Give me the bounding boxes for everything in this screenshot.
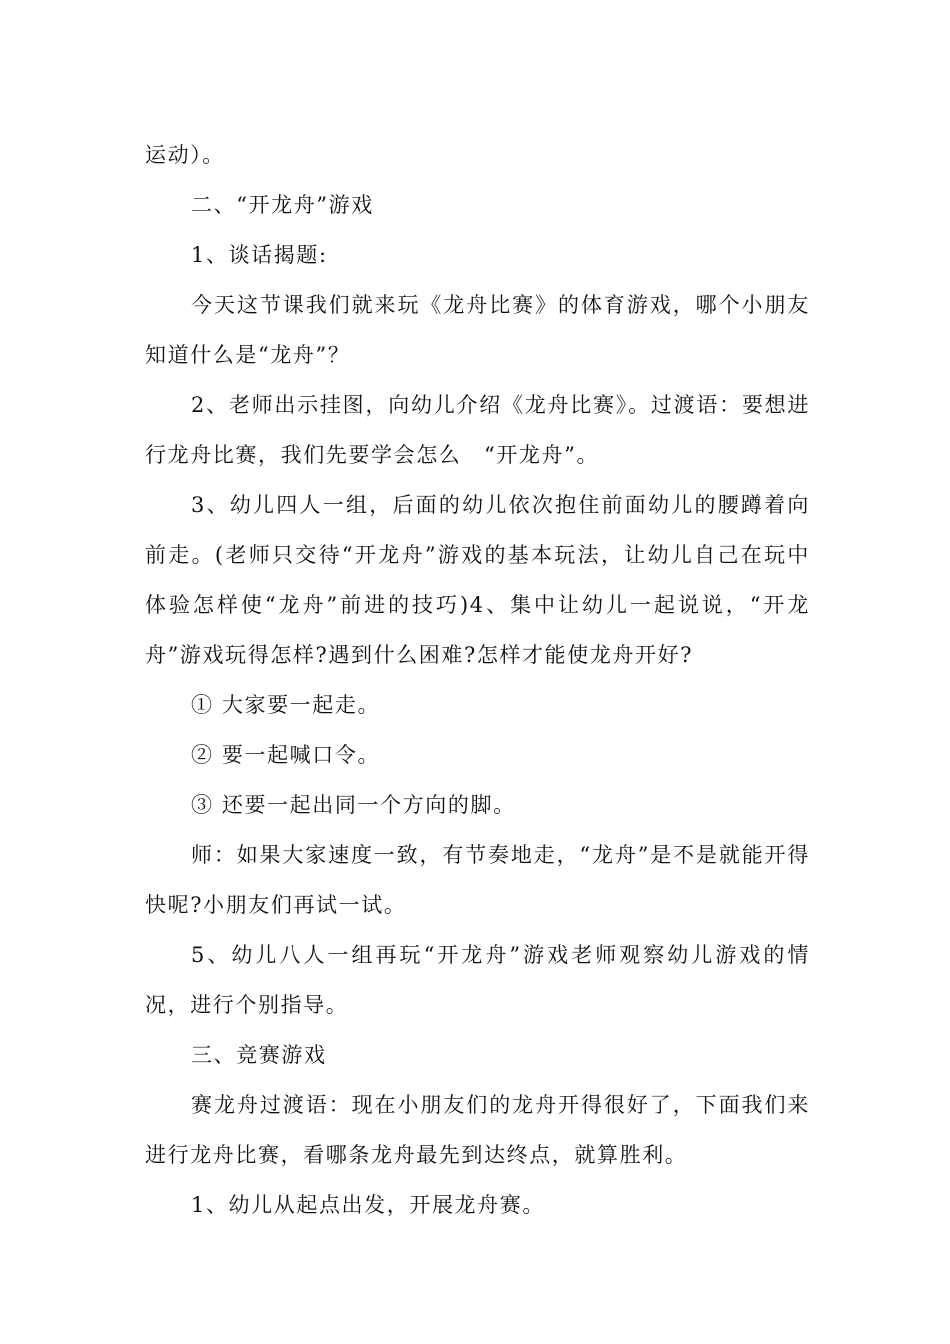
paragraph-race-intro: 赛龙舟过渡语：现在小朋友们的龙舟开得很好了，下面我们来进行龙舟比赛，看哪条龙舟最先到达终点，就算胜利。 <box>145 1093 810 1167</box>
paragraph-race-step-1: 1、幼儿从起点出发，开展龙舟赛。 <box>191 1193 545 1217</box>
section-heading-2: 二、“开龙舟”游戏 <box>191 193 374 217</box>
paragraph-teacher: 师：如果大家速度一致，有节奏地走，“龙舟”是不是就能开得快呢?小朋友们再试一试。 <box>145 843 810 917</box>
paragraph-step-5: 5、幼儿八人一组再玩“开龙舟”游戏老师观察幼儿游戏的情况，进行个别指导。 <box>145 943 810 1017</box>
paragraph-intro: 今天这节课我们就来玩《龙舟比赛》的体育游戏，哪个小朋友知道什么是“龙舟”？ <box>145 293 810 367</box>
list-item-1: ① 大家要一起走。 <box>191 693 381 717</box>
paragraph-step-3: 3、幼儿四人一组，后面的幼儿依次抱住前面幼儿的腰蹲着向前走。(老师只交待“开龙舟”游戏的基本玩法，让幼儿自己在玩中体验怎样使“龙舟”前进的技巧)4、集中让幼儿一起说说，“开龙舟”游戏玩得怎样?遇到什么困难?怎样才能使龙舟开好? <box>145 493 810 667</box>
list-item-3: ③ 还要一起出同一个方向的脚。 <box>191 793 516 817</box>
document-body <box>145 130 810 1230</box>
paragraph-continuation: 运动）。 <box>145 143 225 167</box>
paragraph-step-2: 2、老师出示挂图，向幼儿介绍《龙舟比赛》。过渡语：要想进行龙舟比赛，我们先要学会怎么 “开龙舟”。 <box>145 393 810 467</box>
list-item-2: ② 要一起喊口令。 <box>191 743 381 767</box>
step-heading-1: 1、谈话揭题: <box>191 243 328 267</box>
section-heading-3: 三、竞赛游戏 <box>191 1043 327 1067</box>
